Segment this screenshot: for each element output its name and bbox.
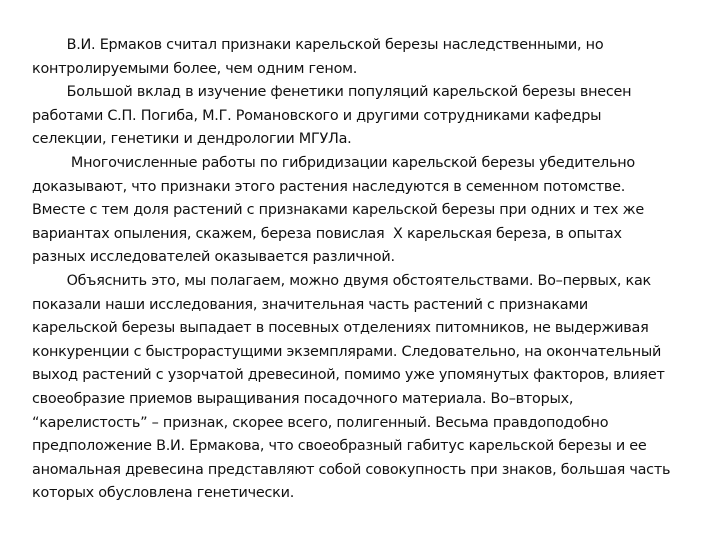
text-line: разных исследователей оказывается различной. [32, 249, 395, 266]
text-line: Большой вклад в изучение фенетики популяций карельской березы внесен [32, 84, 632, 101]
document-text [32, 34, 698, 506]
text-line: конкуренции с быстрорастущими экземплярами. Следовательно, на окончательный [32, 343, 662, 360]
text-line: селекции, генетики и дендрологии МГУЛа. [32, 131, 352, 148]
text-line: Объяснить это, мы полагаем, можно двумя обстоятельствами. Во–первых, как [32, 272, 651, 289]
text-line: аномальная древесина представляют собой совокупность при знаков, большая часть [32, 461, 671, 478]
text-line: карельской березы выпадает в посевных отделениях питомников, не выдерживая [32, 320, 649, 337]
text-line: которых обусловлена генетически. [32, 485, 295, 502]
text-line: “карелистость” – признак, скорее всего, полигенный. Весьма правдоподобно [32, 414, 609, 431]
text-line: контролируемыми более, чем одним геном. [32, 60, 358, 77]
text-line: В.И. Ермаков считал признаки карельской березы наследственными, но [32, 37, 604, 53]
text-line: предположение В.И. Ермакова, что своеобразный габитус карельской березы и ее [32, 438, 647, 455]
text-line: вариантах опыления, скажем, береза повислая Х карельская береза, в опытах [32, 225, 622, 242]
text-line: показали наши исследования, значительная часть растений с признаками [32, 296, 589, 313]
text-line: Вместе с тем доля растений с признаками карельской березы при одних и тех же [32, 202, 644, 219]
text-line: своеобразие приемов выращивания посадочного материала. Во–вторых, [32, 390, 574, 407]
text-line: Многочисленные работы по гибридизации карельской березы убедительно [32, 154, 635, 171]
text-line: работами С.П. Погиба, М.Г. Романовского и другими сотрудниками кафедры [32, 107, 602, 124]
text-line: доказывают, что признаки этого растения наследуются в семенном потомстве. [32, 178, 626, 195]
text-line: выход растений с узорчатой древесиной, помимо уже упомянутых факторов, влияет [32, 367, 665, 384]
